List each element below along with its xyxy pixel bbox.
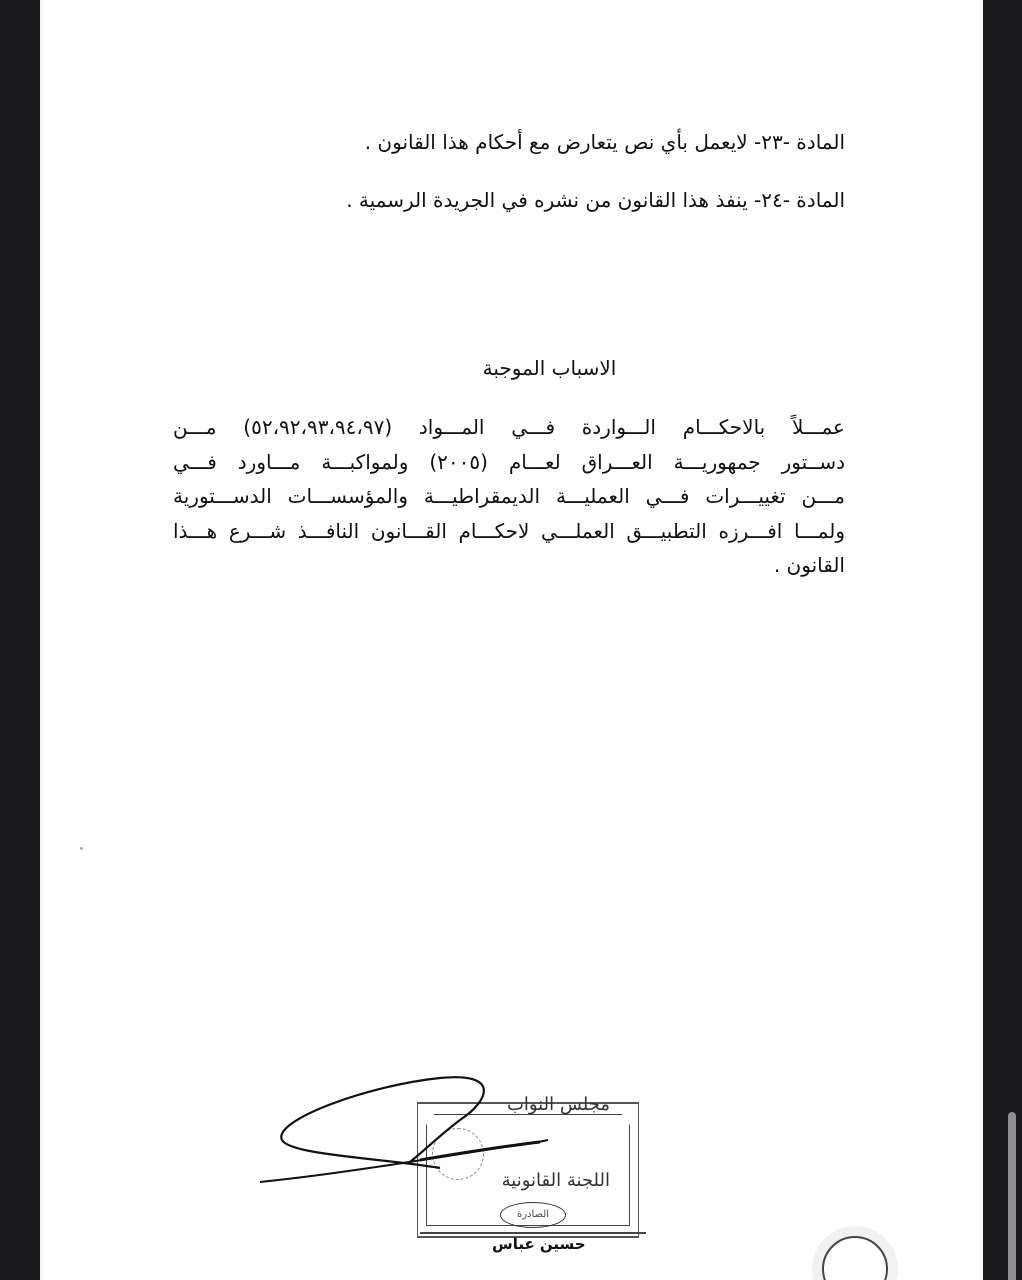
stamp-council-name: مجلس النواب <box>506 1094 610 1115</box>
reasons-heading: الاسباب الموجبة <box>482 356 617 380</box>
document-page <box>40 0 983 1280</box>
page-edge-shadow <box>40 0 44 1280</box>
article-24: المادة -٢٤- ينفذ هذا القانون من نشره في الجريدة الرسمية . <box>346 188 845 212</box>
paragraph-line: القانون . <box>773 553 845 577</box>
paragraph-line: عمـــلاً بالاحكـــام الـــواردة فـــي المـــواد (٥٢،٩٢،٩٣،٩٤،٩٧) مـــن <box>173 415 845 439</box>
paragraph-line: مـــن تغييـــرات فـــي العمليـــة الديمقراطيـــة والمؤسســـات الدســـتورية <box>173 484 845 508</box>
reasons-paragraph <box>173 410 845 583</box>
handwritten-signature <box>210 1060 650 1260</box>
signature-stroke <box>420 1142 540 1160</box>
signature-block <box>210 1060 650 1260</box>
vertical-scrollbar-thumb[interactable] <box>1008 1112 1016 1280</box>
stamp-committee-name: اللجنة القانونية <box>501 1170 610 1191</box>
corner-seal-icon <box>822 1236 888 1280</box>
stamp-outgoing-badge: الصادرة <box>500 1202 566 1228</box>
viewer-margin-right <box>983 0 1022 1280</box>
paragraph-line: دســتور جمهوريـــة العـــراق لعـــام (٢٠٠٥) ولمواكبـــة مـــاورد فـــي <box>173 449 845 474</box>
article-23: المادة -٢٣- لايعمل بأي نص يتعارض مع أحكام هذا القانون . <box>364 130 845 154</box>
signer-name: حسين عباس <box>492 1235 586 1253</box>
scan-speck <box>80 847 83 850</box>
viewer-margin-left <box>0 0 40 1280</box>
paragraph-line: ولمـــا افـــرزه التطبيـــق العملـــي لاحكـــام القـــانون النافـــذ شـــرع هـــذا <box>173 518 845 543</box>
